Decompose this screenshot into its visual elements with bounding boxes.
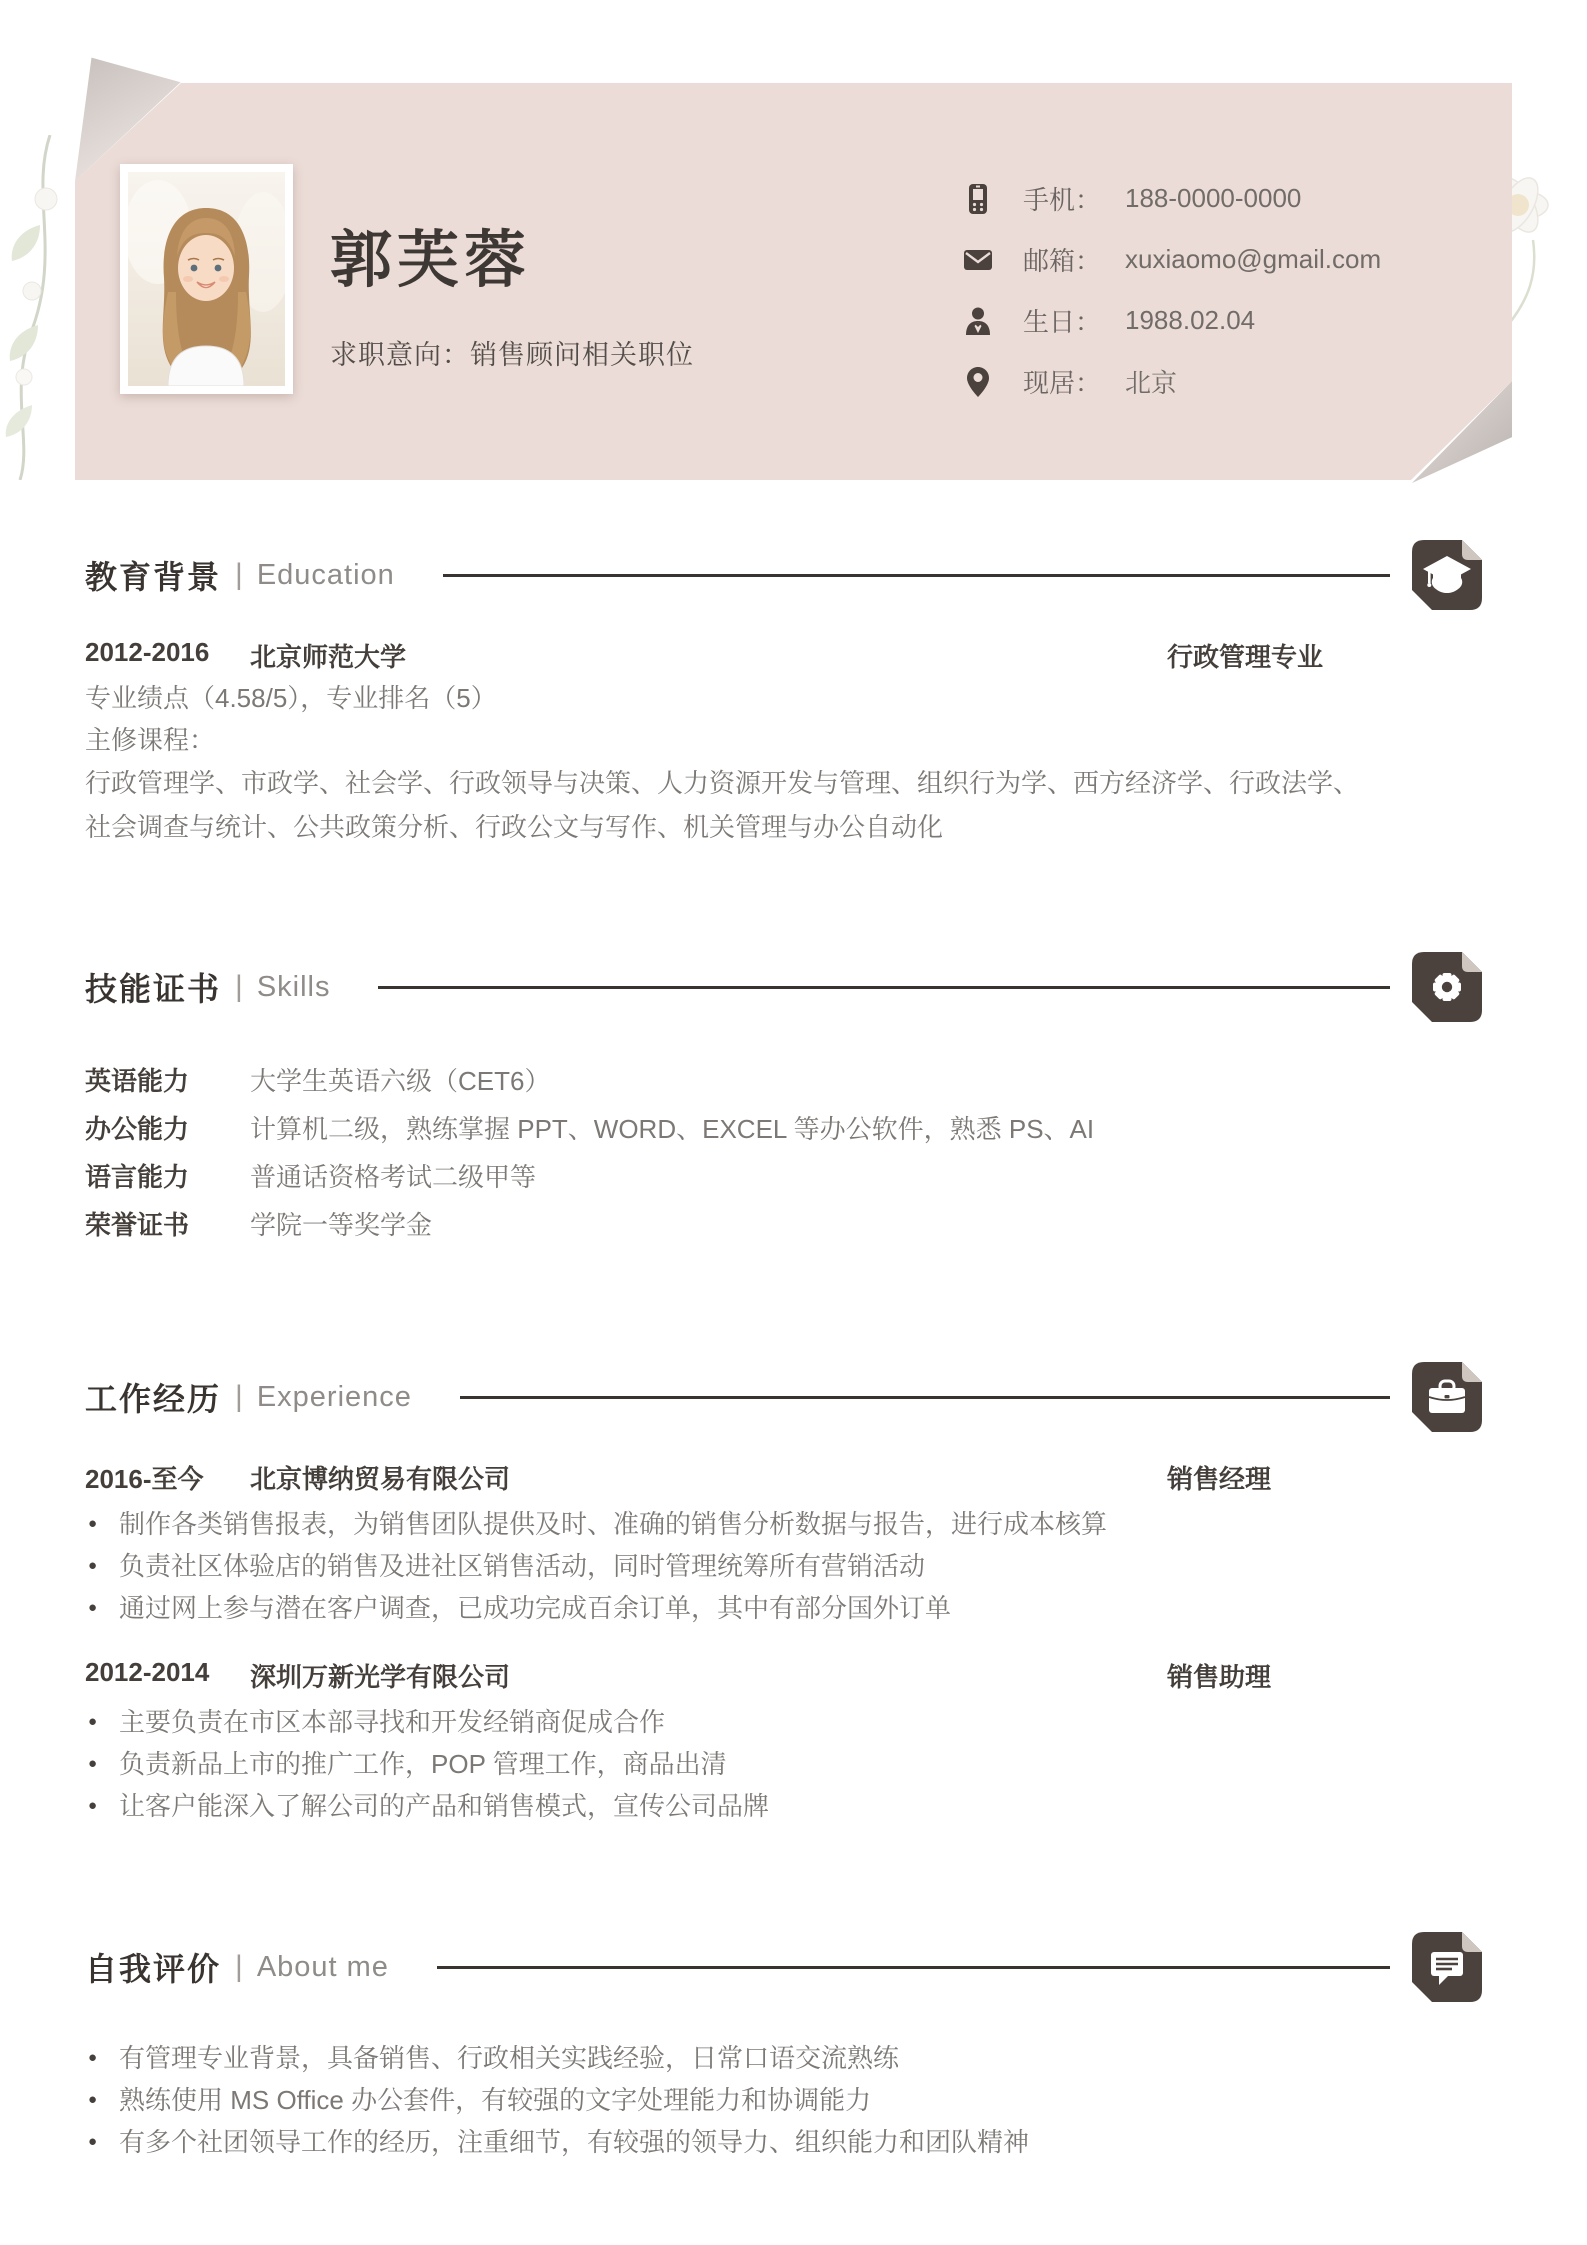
job-period: 2012-2014 (85, 1657, 210, 1687)
section-title-en: Education (256, 558, 395, 591)
bullet-text: 负责社区体验店的销售及进社区销售活动，同时管理统筹所有营销活动 (119, 1551, 926, 1581)
skill-label: 荣誉证书 (85, 1210, 190, 1240)
bullet-item (85, 1701, 1390, 1743)
section-title-en: About me (256, 1950, 389, 1983)
education-school: 北京师范大学 (250, 642, 407, 672)
section-title-en: Skills (256, 970, 331, 1003)
job-heading-row (85, 1657, 1390, 1697)
skill-label: 语言能力 (85, 1162, 190, 1192)
location-icon (963, 367, 993, 397)
skill-value: 大学生英语六级（CET6） (250, 1066, 551, 1096)
graduation-cap-icon (1412, 540, 1482, 610)
education-period: 2012-2016 (85, 637, 210, 667)
bullet-item (85, 1743, 1390, 1785)
bullet-item (85, 1785, 1390, 1827)
bullet-dot-icon: ● (88, 2049, 98, 2066)
contact-value: 188-0000-0000 (1125, 183, 1302, 213)
bullet-text: 熟练使用 MS Office 办公套件，有较强的文字处理能力和协调能力 (119, 2085, 872, 2115)
skill-value: 学院一等奖学金 (250, 1210, 433, 1240)
candidate-name: 郭芙蓉 (330, 227, 532, 295)
bullet-dot-icon: ● (88, 1599, 98, 1616)
section-about (85, 1935, 1390, 2163)
skill-value: 普通话资格考试二级甲等 (250, 1162, 537, 1192)
contact-value: 北京 (1125, 368, 1178, 398)
bullet-dot-icon: ● (88, 2133, 98, 2150)
bullet-text: 通过网上参与潜在客户调查，已成功完成百余订单，其中有部分国外订单 (119, 1593, 952, 1623)
job-company: 北京博纳贸易有限公司 (250, 1464, 511, 1494)
section-title-cn: 技能证书 (85, 971, 222, 1007)
bullet-text: 让客户能深入了解公司的产品和销售模式，宣传公司品牌 (119, 1791, 770, 1821)
bullet-item (85, 1587, 1390, 1629)
bullet-text: 主要负责在市区本部寻找和开发经销商促成合作 (119, 1707, 666, 1737)
contact-list (963, 168, 1381, 412)
contact-item-location (963, 351, 1381, 412)
bullet-text: 负责新品上市的推广工作，POP 管理工作，商品出清 (119, 1749, 727, 1779)
title-separator: | (235, 1380, 243, 1413)
contact-label: 现居： (1023, 368, 1102, 398)
section-skills (85, 955, 1390, 1249)
section-header (85, 1365, 1390, 1429)
profile-photo-image (128, 172, 285, 386)
contact-value: xuxiaomo@gmail.com (1125, 244, 1382, 274)
skill-row (85, 1201, 1390, 1249)
mail-icon (963, 250, 993, 270)
section-header (85, 543, 1390, 607)
job-heading-row (85, 1459, 1390, 1499)
skill-list (85, 1057, 1390, 1249)
contact-label: 邮箱： (1023, 246, 1102, 276)
contact-item-birthday (963, 290, 1381, 351)
title-separator: | (235, 558, 243, 591)
section-education (85, 543, 1390, 849)
bullet-item (85, 2037, 1390, 2079)
skill-label: 英语能力 (85, 1066, 190, 1096)
section-rule (378, 986, 1390, 989)
bullet-item (85, 2079, 1390, 2121)
job-objective: 求职意向：销售顾问相关职位 (330, 340, 694, 370)
contact-label: 生日： (1023, 307, 1102, 337)
job-period: 2016-至今 (85, 1464, 204, 1494)
bullet-dot-icon: ● (88, 1515, 98, 1532)
title-separator: | (235, 970, 243, 1003)
section-title-cn: 工作经历 (85, 1381, 222, 1417)
gear-icon (1412, 952, 1482, 1022)
section-title-cn: 自我评价 (85, 1951, 222, 1987)
section-rule (443, 574, 1390, 577)
phone-icon (963, 184, 993, 214)
section-experience (85, 1365, 1390, 1827)
section-rule (460, 1396, 1390, 1399)
bullet-dot-icon: ● (88, 2091, 98, 2108)
bullet-item (85, 1503, 1390, 1545)
job-bullet-list (85, 1503, 1390, 1629)
bullet-dot-icon: ● (88, 1755, 98, 1772)
section-header (85, 955, 1390, 1019)
bullet-item (85, 1545, 1390, 1587)
contact-label: 手机： (1023, 185, 1102, 215)
education-major: 行政管理专业 (1167, 642, 1324, 672)
section-rule (437, 1966, 1390, 1969)
job-bullet-list (85, 1701, 1390, 1827)
skill-row (85, 1105, 1390, 1153)
job-company: 深圳万新光学有限公司 (250, 1662, 511, 1692)
skill-row (85, 1057, 1390, 1105)
contact-value: 1988.02.04 (1125, 305, 1256, 335)
section-header (85, 1935, 1390, 1999)
person-icon (963, 307, 993, 335)
section-title-en: Experience (256, 1380, 412, 1413)
contact-item-email (963, 229, 1381, 290)
bullet-text: 有多个社团领导工作的经历，注重细节，有较强的领导力、组织能力和团队精神 (119, 2127, 1030, 2157)
bullet-text: 制作各类销售报表，为销售团队提供及时、准确的销售分析数据与报告，进行成本核算 (119, 1509, 1108, 1539)
bullet-dot-icon: ● (88, 1557, 98, 1574)
education-courses-label: 主修课程： (85, 725, 216, 755)
job-title: 销售经理 (1167, 1464, 1272, 1494)
education-heading-row (85, 637, 1390, 677)
education-courses: 行政管理学、市政学、社会学、行政领导与决策、人力资源开发与管理、组织行为学、西方经济学、行政法学、社会调查与统计、公共政策分析、行政公文与写作、机关管理与办公自动化 (85, 768, 1360, 842)
skill-label: 办公能力 (85, 1114, 190, 1144)
briefcase-icon (1412, 1362, 1482, 1432)
title-separator: | (235, 1950, 243, 1983)
education-gpa: 专业绩点（4.58/5），专业排名（5） (85, 683, 497, 713)
bullet-item (85, 2121, 1390, 2163)
bullet-dot-icon: ● (88, 1797, 98, 1814)
profile-photo (120, 164, 293, 394)
chat-icon (1412, 1932, 1482, 2002)
bullet-dot-icon: ● (88, 1713, 98, 1730)
bullet-text: 有管理专业背景，具备销售、行政相关实践经验，日常口语交流熟练 (119, 2043, 900, 2073)
skill-row (85, 1153, 1390, 1201)
contact-item-phone (963, 168, 1381, 229)
about-bullet-list (85, 2037, 1390, 2163)
job-title: 销售助理 (1167, 1662, 1272, 1692)
skill-value: 计算机二级，熟练掌握 PPT、WORD、EXCEL 等办公软件，熟悉 PS、AI (250, 1114, 1095, 1144)
section-title-cn: 教育背景 (85, 559, 222, 595)
